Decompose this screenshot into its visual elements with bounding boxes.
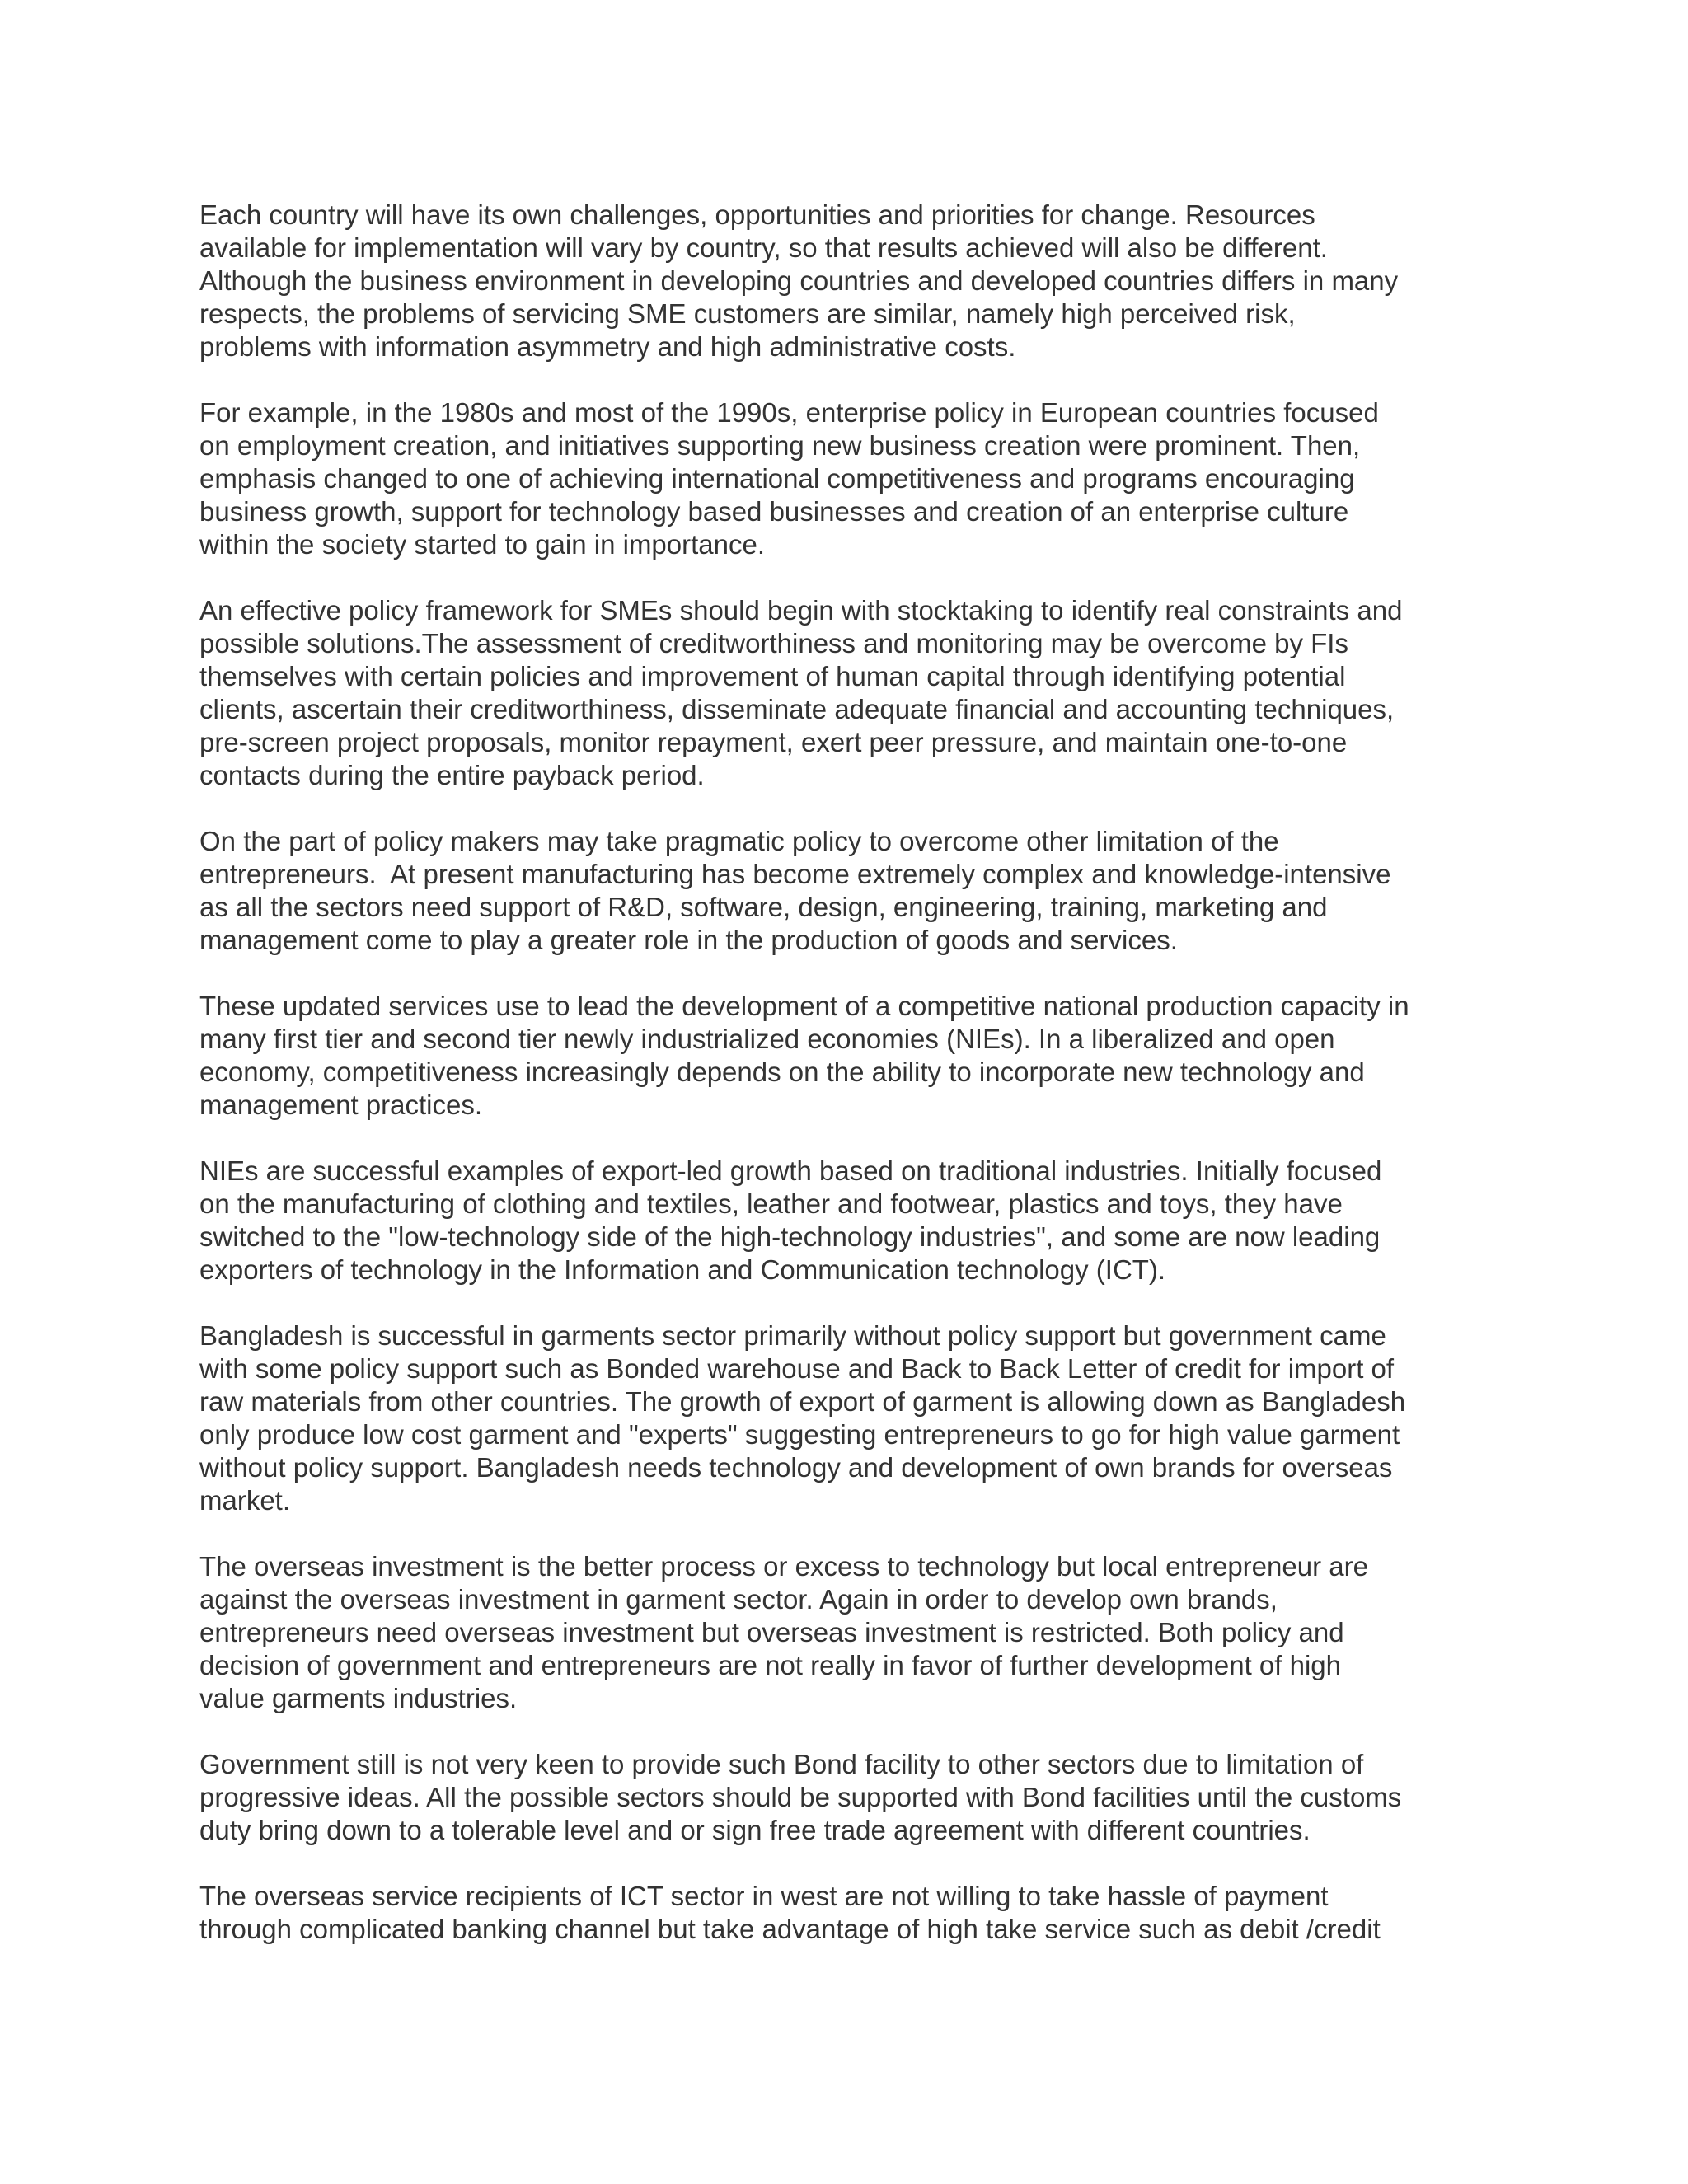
paragraph-5: These updated services use to lead the development of a competitive national production capacity in many first tier and second tier newly industrialized economies (NIEs). In a liberalized and open economy, competitiveness increasingly depends on the ability to incorporate new technology and management practices.: [199, 991, 1409, 1120]
document-body: [199, 199, 1502, 1979]
paragraph-4: On the part of policy makers may take pragmatic policy to overcome other limitation of the entrepreneurs. At present manufacturing has become extremely complex and knowledge-intensive as all the sectors need support of R&D, software, design, engineering, training, marketing and management come to play a greater role in the production of goods and services.: [199, 826, 1391, 955]
paragraph-9: Government still is not very keen to provide such Bond facility to other sectors due to limitation of progressive ideas. All the possible sectors should be supported with Bond facilities until the customs duty bring down to a tolerable level and or sign free trade agreement with different countries.: [199, 1749, 1402, 1845]
paragraph-7: Bangladesh is successful in garments sector primarily without policy support but government came with some policy support such as Bonded warehouse and Back to Back Letter of credit for import of raw materials from other countries. The growth of export of garment is allowing down as Bangladesh only produce low cost garment and "experts" suggesting entrepreneurs to go for high value garment without policy support. Bangladesh needs technology and development of own brands for overseas market.: [199, 1320, 1406, 1516]
paragraph-2: For example, in the 1980s and most of the 1990s, enterprise policy in European countries focused on employment creation, and initiatives supporting new business creation were prominent. Then, emphasis changed to one of achieving international competitiveness and programs encouraging business growth, support for technology based businesses and creation of an enterprise culture within the society started to gain in importance.: [199, 397, 1379, 560]
paragraph-10: The overseas service recipients of ICT sector in west are not willing to take hassle of payment through complicated banking channel but take advantage of high take service such as debit /credit: [199, 1881, 1381, 1944]
paragraph-1: Each country will have its own challenges, opportunities and priorities for change. Resources available for implementation will vary by country, so that results achieved will also be different. Although the business environment in developing countries and developed countries differs in many respects, the problems of servicing SME customers are similar, namely high perceived risk, problems with information asymmetry and high administrative costs.: [199, 199, 1399, 362]
paragraph-3: An effective policy framework for SMEs should begin with stocktaking to identify real constraints and possible solutions.The assessment of creditworthiness and monitoring may be overcome by FIs themselves with certain policies and improvement of human capital through identifying potential clients, ascertain their creditworthiness, disseminate adequate financial and accounting techniques, pre-screen project proposals, monitor repayment, exert peer pressure, and maintain one-to-one contacts during the entire payback period.: [199, 595, 1403, 790]
paragraph-6: NIEs are successful examples of export-led growth based on traditional industries. Initially focused on the manufacturing of clothing and textiles, leather and footwear, plastics and toys, they have switched to the "low-technology side of the high-technology industries", and some are now leading exporters of technology in the Information and Communication technology (ICT).: [199, 1155, 1382, 1285]
paragraph-8: The overseas investment is the better process or excess to technology but local entrepreneur are against the overseas investment in garment sector. Again in order to develop own brands, entrepreneurs need overseas investment but overseas investment is restricted. Both policy and decision of government and entrepreneurs are not really in favor of further development of high value garments industries.: [199, 1551, 1368, 1713]
